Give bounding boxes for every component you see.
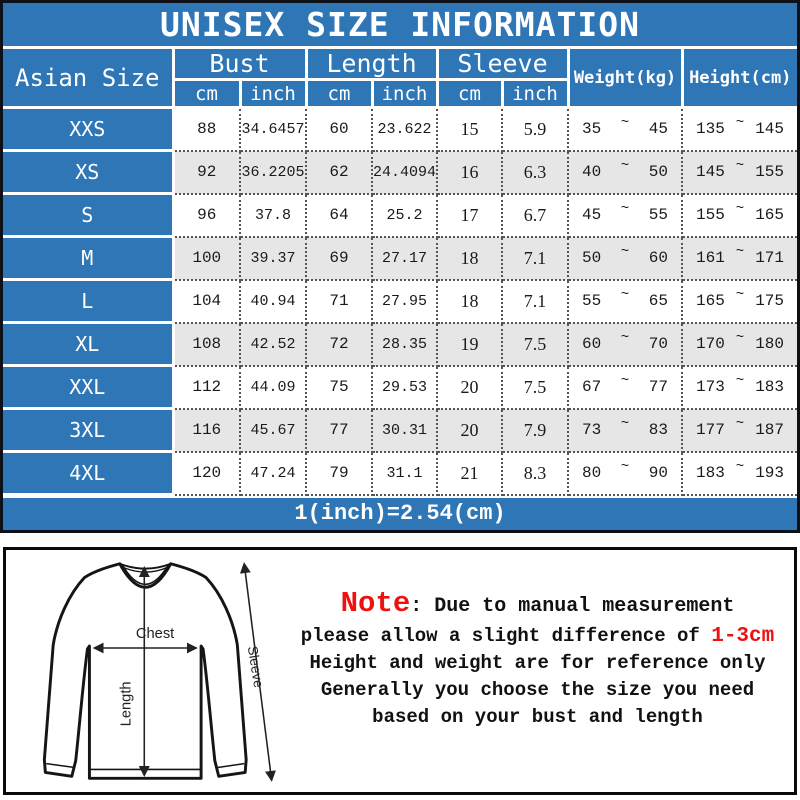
- note-heading: Note: [340, 587, 411, 620]
- size-cell: 3XL: [3, 409, 173, 452]
- header-bust-cm: cm: [173, 80, 240, 108]
- range-separator: ~: [620, 115, 630, 132]
- range-max: 60: [648, 249, 668, 267]
- height-cell: [682, 409, 797, 452]
- range-separator: ~: [735, 416, 745, 432]
- range-max: 77: [648, 378, 668, 396]
- size-cell: L: [3, 280, 173, 323]
- length-cm-cell: 64: [306, 194, 372, 237]
- table-row: [3, 108, 797, 151]
- range-separator: ~: [620, 330, 630, 346]
- sleeve-cm-cell: 20: [437, 409, 502, 452]
- range-min: 173: [696, 378, 725, 396]
- sleeve-inch-cell: 6.7: [502, 194, 568, 237]
- length-cm-cell: 79: [306, 452, 372, 495]
- sleeve-inch-cell: 7.5: [502, 366, 568, 409]
- height-cell: [682, 194, 797, 237]
- sleeve-inch-cell: 8.3: [502, 452, 568, 495]
- bust-inch-cell: 44.09: [240, 366, 306, 409]
- bust-inch-cell: 42.52: [240, 323, 306, 366]
- length-inch-cell: 25.2: [372, 194, 437, 237]
- weight-cell: [568, 108, 682, 151]
- weight-cell: [568, 409, 682, 452]
- range-separator: ~: [620, 158, 630, 174]
- note-text: [291, 550, 794, 792]
- size-cell: M: [3, 237, 173, 280]
- size-cell: 4XL: [3, 452, 173, 495]
- range-max: 155: [755, 163, 784, 181]
- note-line-1: [291, 588, 784, 623]
- bust-inch-cell: 37.8: [240, 194, 306, 237]
- header-sleeve-inch: inch: [502, 80, 568, 108]
- range-separator: ~: [620, 416, 630, 432]
- height-cell: [682, 366, 797, 409]
- note-highlight: 1-3cm: [711, 625, 775, 648]
- size-table-body: [3, 108, 797, 495]
- range-min: 135: [696, 120, 725, 139]
- bust-inch-cell: 34.6457: [240, 108, 306, 151]
- inch-conversion-note: 1(inch)=2.54(cm): [3, 496, 797, 530]
- range-separator: ~: [735, 115, 745, 132]
- sleeve-inch-cell: 7.1: [502, 280, 568, 323]
- chart-title: UNISEX SIZE INFORMATION: [3, 3, 797, 49]
- size-cell: XL: [3, 323, 173, 366]
- height-cell: [682, 151, 797, 194]
- range-min: 40: [582, 163, 602, 181]
- range-separator: ~: [620, 459, 630, 475]
- size-table: [3, 49, 797, 496]
- bust-inch-cell: 39.37: [240, 237, 306, 280]
- range-max: 193: [755, 464, 784, 482]
- header-sleeve-cm: cm: [437, 80, 502, 108]
- note-line-2-text: please allow a slight difference of: [300, 625, 712, 647]
- header-sleeve: Sleeve: [437, 49, 568, 80]
- range-min: 155: [696, 206, 725, 224]
- length-inch-cell: 30.31: [372, 409, 437, 452]
- length-cm-cell: 69: [306, 237, 372, 280]
- bust-cm-cell: 96: [173, 194, 240, 237]
- bust-cm-cell: 92: [173, 151, 240, 194]
- weight-cell: [568, 366, 682, 409]
- size-cell: XXS: [3, 108, 173, 151]
- length-cm-cell: 71: [306, 280, 372, 323]
- range-separator: ~: [735, 459, 745, 475]
- header-weight: Weight(kg): [568, 49, 682, 108]
- sleeve-cm-cell: 20: [437, 366, 502, 409]
- range-min: 161: [696, 249, 725, 267]
- range-separator: ~: [620, 287, 630, 303]
- range-max: 83: [648, 421, 668, 439]
- bust-inch-cell: 36.2205: [240, 151, 306, 194]
- note-line-5: based on your bust and length: [372, 706, 703, 728]
- sleeve-cm-cell: 21: [437, 452, 502, 495]
- header-length-cm: cm: [306, 80, 372, 108]
- range-separator: ~: [620, 244, 630, 260]
- range-max: 45: [648, 120, 668, 139]
- range-min: 170: [696, 335, 725, 353]
- bust-cm-cell: 120: [173, 452, 240, 495]
- range-min: 60: [582, 335, 602, 353]
- header-asian-size: Asian Size: [3, 49, 173, 108]
- range-min: 73: [582, 421, 602, 439]
- size-cell: S: [3, 194, 173, 237]
- bust-cm-cell: 88: [173, 108, 240, 151]
- table-row: [3, 194, 797, 237]
- range-separator: ~: [735, 158, 745, 174]
- sleeve-inch-cell: 6.3: [502, 151, 568, 194]
- length-inch-cell: 24.4094: [372, 151, 437, 194]
- table-row: [3, 409, 797, 452]
- weight-cell: [568, 151, 682, 194]
- height-cell: [682, 108, 797, 151]
- sleeve-inch-cell: 7.1: [502, 237, 568, 280]
- range-max: 175: [755, 292, 784, 310]
- sleeve-label: Sleeve: [244, 645, 267, 689]
- bust-cm-cell: 104: [173, 280, 240, 323]
- range-max: 171: [755, 249, 784, 267]
- range-max: 180: [755, 335, 784, 353]
- range-min: 165: [696, 292, 725, 310]
- shirt-measurement-illustration: [22, 552, 294, 792]
- size-table-header: [3, 49, 797, 108]
- sleeve-cm-cell: 15: [437, 108, 502, 151]
- length-inch-cell: 27.95: [372, 280, 437, 323]
- table-row: [3, 280, 797, 323]
- length-inch-cell: 28.35: [372, 323, 437, 366]
- size-cell: XS: [3, 151, 173, 194]
- length-cm-cell: 77: [306, 409, 372, 452]
- range-max: 90: [648, 464, 668, 482]
- size-cell: XXL: [3, 366, 173, 409]
- measurement-guide-panel: [3, 547, 797, 795]
- length-inch-cell: 23.622: [372, 108, 437, 151]
- table-row: [3, 323, 797, 366]
- weight-cell: [568, 323, 682, 366]
- height-cell: [682, 280, 797, 323]
- length-inch-cell: 29.53: [372, 366, 437, 409]
- shirt-diagram: [6, 550, 291, 792]
- range-max: 70: [648, 335, 668, 353]
- length-cm-cell: 60: [306, 108, 372, 151]
- range-separator: ~: [620, 373, 630, 389]
- table-row: [3, 366, 797, 409]
- weight-cell: [568, 452, 682, 495]
- header-height: Height(cm): [682, 49, 797, 108]
- range-max: 187: [755, 421, 784, 439]
- table-row: [3, 237, 797, 280]
- bust-cm-cell: 108: [173, 323, 240, 366]
- range-max: 183: [755, 378, 784, 396]
- range-max: 165: [755, 206, 784, 224]
- bust-inch-cell: 40.94: [240, 280, 306, 323]
- note-line-4: Generally you choose the size you need: [320, 679, 755, 701]
- range-max: 145: [755, 120, 784, 139]
- bust-cm-cell: 116: [173, 409, 240, 452]
- range-min: 55: [582, 292, 602, 310]
- bust-inch-cell: 47.24: [240, 452, 306, 495]
- sleeve-inch-cell: 7.9: [502, 409, 568, 452]
- length-inch-cell: 31.1: [372, 452, 437, 495]
- range-separator: ~: [735, 201, 745, 217]
- sleeve-inch-cell: 5.9: [502, 108, 568, 151]
- sleeve-inch-cell: 7.5: [502, 323, 568, 366]
- header-bust-inch: inch: [240, 80, 306, 108]
- bust-inch-cell: 45.67: [240, 409, 306, 452]
- range-min: 80: [582, 464, 602, 482]
- height-cell: [682, 323, 797, 366]
- height-cell: [682, 237, 797, 280]
- height-cell: [682, 452, 797, 495]
- range-min: 45: [582, 206, 602, 224]
- note-heading-separator: :: [410, 595, 435, 618]
- length-cm-cell: 62: [306, 151, 372, 194]
- range-min: 177: [696, 421, 725, 439]
- weight-cell: [568, 194, 682, 237]
- chest-label: Chest: [135, 626, 175, 643]
- shirt-outline: [44, 564, 246, 779]
- sleeve-cm-cell: 17: [437, 194, 502, 237]
- header-length: Length: [306, 49, 437, 80]
- range-max: 55: [648, 206, 668, 224]
- range-separator: ~: [735, 244, 745, 260]
- table-row: [3, 151, 797, 194]
- sleeve-cm-cell: 16: [437, 151, 502, 194]
- note-line-1-text: Due to manual measurement: [434, 595, 735, 618]
- sleeve-cm-cell: 19: [437, 323, 502, 366]
- note-line-2: [291, 623, 784, 650]
- range-min: 35: [582, 120, 602, 139]
- length-label: Length: [118, 681, 135, 727]
- range-min: 50: [582, 249, 602, 267]
- range-min: 183: [696, 464, 725, 482]
- range-separator: ~: [735, 287, 745, 303]
- bust-cm-cell: 112: [173, 366, 240, 409]
- header-bust: Bust: [173, 49, 306, 80]
- weight-cell: [568, 237, 682, 280]
- table-row: [3, 452, 797, 495]
- length-inch-cell: 27.17: [372, 237, 437, 280]
- sleeve-cm-cell: 18: [437, 237, 502, 280]
- bust-cm-cell: 100: [173, 237, 240, 280]
- range-max: 50: [648, 163, 668, 181]
- range-separator: ~: [735, 373, 745, 389]
- range-separator: ~: [620, 201, 630, 217]
- length-cm-cell: 75: [306, 366, 372, 409]
- length-cm-cell: 72: [306, 323, 372, 366]
- weight-cell: [568, 280, 682, 323]
- range-min: 67: [582, 378, 602, 396]
- range-min: 145: [696, 163, 725, 181]
- sleeve-cm-cell: 18: [437, 280, 502, 323]
- note-line-3: Height and weight are for reference only: [309, 652, 766, 674]
- range-max: 65: [648, 292, 668, 310]
- header-length-inch: inch: [372, 80, 437, 108]
- range-separator: ~: [735, 330, 745, 346]
